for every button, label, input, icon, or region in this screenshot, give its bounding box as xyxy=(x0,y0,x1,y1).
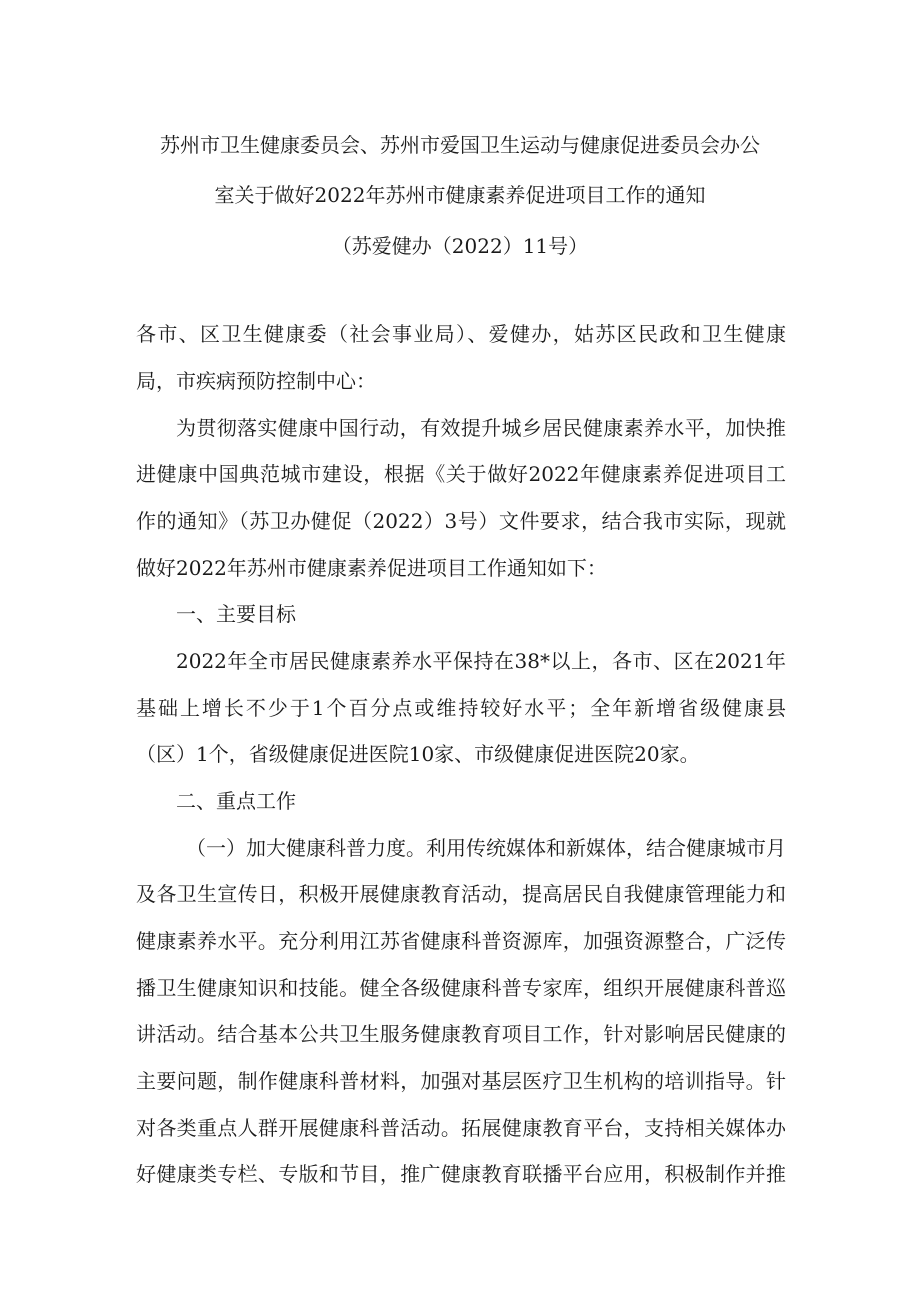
addressee-line: 各市、区卫生健康委（社会事业局）、爱健办，姑苏区民政和卫生健康 xyxy=(136,322,786,346)
intro-line: 作的通知》（苏卫办健促（2022）3号）文件要求，结合我市实际，现就 xyxy=(136,509,786,533)
section-1-line: 2022年全市居民健康素养水平保持在38*以上，各市、区在2021年 xyxy=(176,649,786,673)
section-2-line: 讲活动。结合基本公共卫生服务健康教育项目工作，针对影响居民健康的 xyxy=(136,1022,786,1046)
section-heading: 一、主要目标 xyxy=(176,602,296,626)
document-number: （苏爱健办（2022）11号） xyxy=(331,234,589,258)
document-title-line-2: 室关于做好2022年苏州市健康素养促进项目工作的通知 xyxy=(214,183,706,207)
section-2-line: （一）加大健康科普力度。利用传统媒体和新媒体，结合健康城市月 xyxy=(186,836,786,860)
addressee-line: 局，市疾病预防控制中心： xyxy=(136,369,376,393)
section-2-line: 及各卫生宣传日，积极开展健康教育活动，提高居民自我健康管理能力和 xyxy=(136,882,786,906)
section-2-line: 对各类重点人群开展健康科普活动。拓展健康教育平台，支持相关媒体办 xyxy=(136,1116,786,1140)
section-1-line: （区）1个，省级健康促进医院10家、市级健康促进医院20家。 xyxy=(136,742,700,766)
section-heading: 二、重点工作 xyxy=(176,789,296,813)
section-2-line: 播卫生健康知识和技能。健全各级健康科普专家库，组织开展健康科普巡 xyxy=(136,976,786,1000)
intro-line: 进健康中国典范城市建设，根据《关于做好2022年健康素养促进项目工 xyxy=(136,462,786,486)
section-1-line: 基础上增长不少于1个百分点或维持较好水平；全年新增省级健康县 xyxy=(136,696,786,720)
intro-line: 为贯彻落实健康中国行动，有效提升城乡居民健康素养水平，加快推 xyxy=(176,416,786,440)
intro-line: 做好2022年苏州市健康素养促进项目工作通知如下： xyxy=(136,556,607,580)
section-2-line: 健康素养水平。充分利用江苏省健康科普资源库，加强资源整合，广泛传 xyxy=(136,929,786,953)
section-2-line: 好健康类专栏、专版和节目，推广健康教育联播平台应用，积极制作并推 xyxy=(136,1162,786,1186)
document-title-line-1: 苏州市卫生健康委员会、苏州市爱国卫生运动与健康促进委员会办公 xyxy=(160,133,760,157)
section-2-line: 主要问题，制作健康科普材料，加强对基层医疗卫生机构的培训指导。针 xyxy=(136,1069,786,1093)
